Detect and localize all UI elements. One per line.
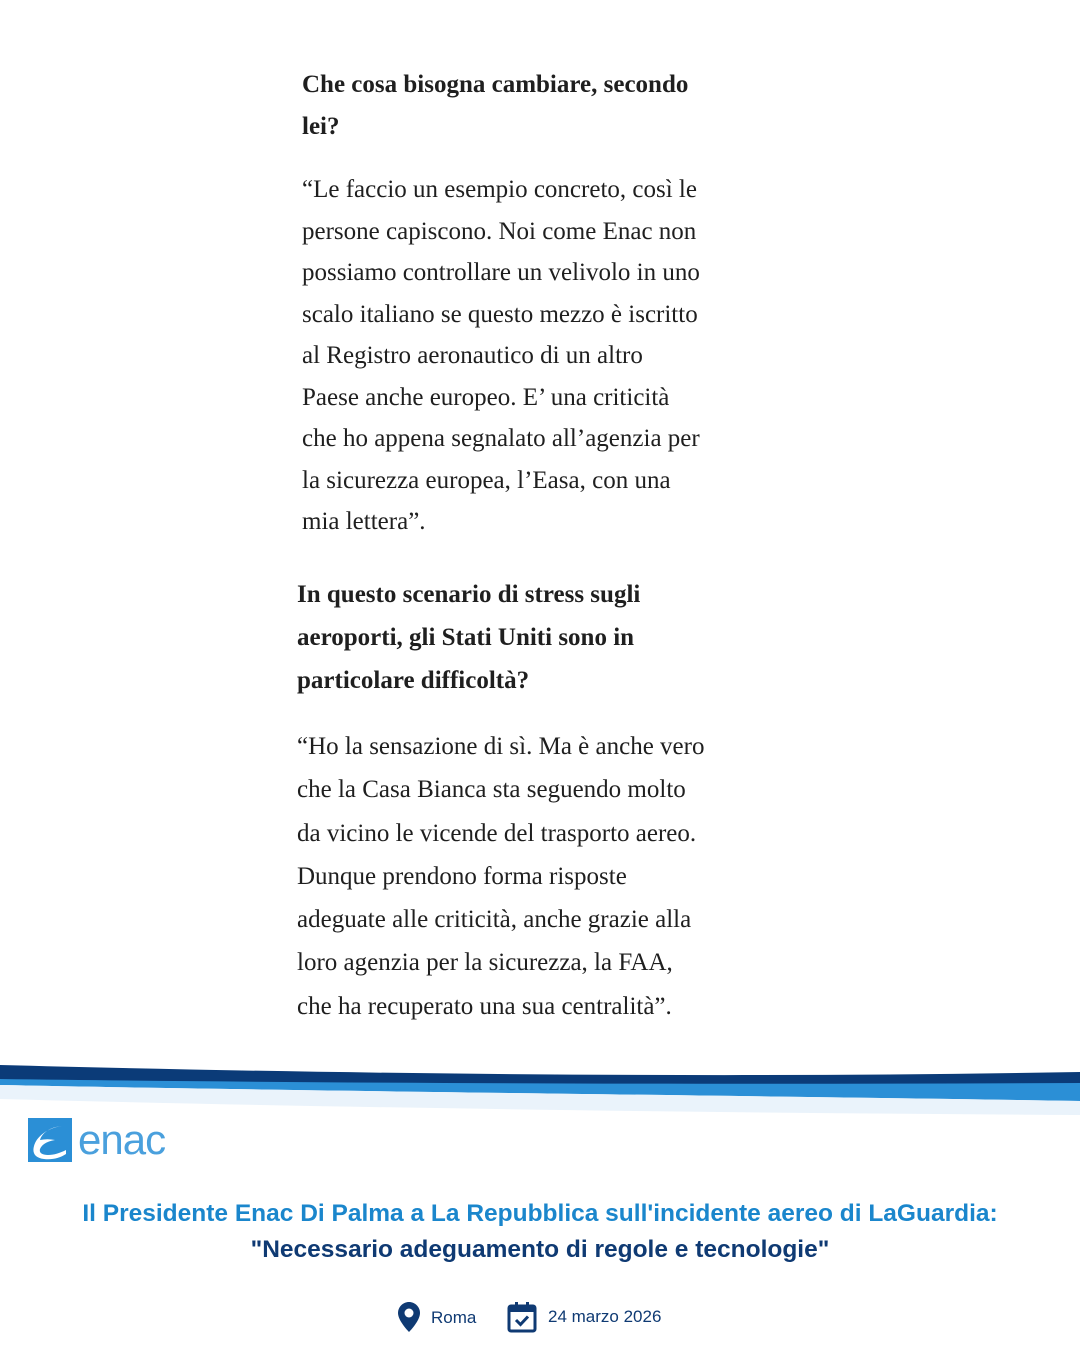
location-text: Roma (431, 1308, 477, 1327)
meta-info (0, 1300, 1080, 1336)
calendar-check-icon (507, 1301, 537, 1333)
headline-line-2: "Necessario adeguamento di regole e tecnologie" (250, 1236, 830, 1263)
date-text: 24 marzo 2026 (548, 1307, 662, 1326)
enac-logo (28, 1115, 208, 1165)
headline-line-1: Il Presidente Enac Di Palma a La Repubblica sull'incidente aereo di LaGuardia: (82, 1200, 998, 1227)
answer-1: “Le faccio un esempio concreto, così le persone capiscono. Noi come Enac non possiamo controllare un velivolo in uno scalo italiano se questo mezzo è iscritto al Registro aeronautico di un altro Paese anche europeo. E’ una criticità che ho appena segnalato all’agenzia per la sicurezza europea, l’Easa, con una mia lettera”. (302, 176, 700, 535)
enac-logo-icon (28, 1118, 72, 1162)
logo-text: enac (78, 1116, 166, 1163)
question-1: Che cosa bisogna cambiare, secondo lei? (302, 71, 689, 140)
location-pin-icon (398, 1302, 420, 1332)
answer-2: “Ho la sensazione di sì. Ma è anche vero che la Casa Bianca sta seguendo molto da vicino le vicende del trasporto aereo. Dunque prendono forma risposte adeguate alle criticità, anche grazie alla loro agenzia per la sicurezza, la FAA, che ha recuperato una sua centralità”. (297, 733, 705, 1020)
question-2: In questo scenario di stress sugli aeroporti, gli Stati Uniti sono in particolare difficoltà? (297, 581, 641, 694)
headline (0, 1196, 1080, 1268)
